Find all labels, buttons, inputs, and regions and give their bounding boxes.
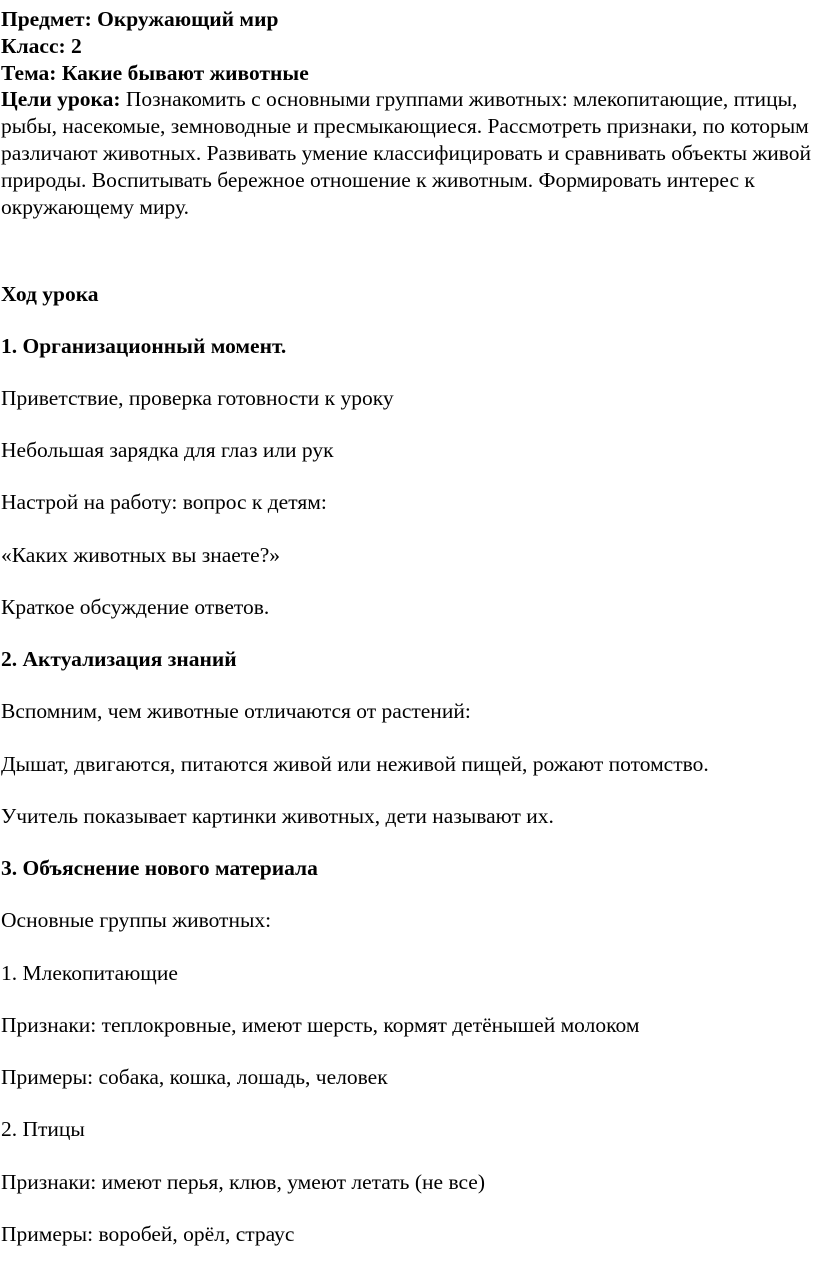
section-1-line: Настрой на работу: вопрос к детям: — [1, 490, 327, 514]
goals-label: Цели урока: — [1, 87, 121, 112]
section-1-line: Небольшая зарядка для глаз или рук — [1, 438, 334, 462]
section-1-line: Приветствие, проверка готовности к уроку — [1, 386, 394, 410]
section-3-line: 2. Птицы — [1, 1117, 85, 1141]
section-3-line: Примеры: воробей, орёл, страус — [1, 1222, 295, 1246]
section-3-line: Основные группы животных: — [1, 908, 272, 932]
section-3-line: Примеры: собака, кошка, лошадь, человек — [1, 1065, 388, 1089]
section-3-line: Признаки: теплокровные, имеют шерсть, кормят детёнышей молоком — [1, 1013, 640, 1037]
section-1-line: «Каких животных вы знаете?» — [1, 543, 281, 567]
section-1-line: Краткое обсуждение ответов. — [1, 595, 270, 619]
topic-line: Тема: Какие бывают животные — [1, 60, 309, 85]
goals-paragraph — [1, 86, 813, 220]
grade-line: Класс: 2 — [1, 33, 82, 58]
section-2-heading: 2. Актуализация знаний — [1, 647, 237, 671]
course-heading: Ход урока — [1, 282, 99, 306]
section-1-heading: 1. Организационный момент. — [1, 334, 287, 358]
section-2-line: Дышат, двигаются, питаются живой или неживой пищей, рожают потомство. — [1, 752, 709, 776]
section-2-line: Учитель показывает картинки животных, дети называют их. — [1, 804, 554, 828]
goals-text: Познакомить с основными группами животных: млекопитающие, птицы, рыбы, насекомые, земноводные и пресмыкающиеся. Рассмотреть признаки, по которым различают животных. Развивать умение классифицировать и сравнивать объекты живой природы. Воспитывать бережное отношение к животным. Формировать интерес к окружающему миру. — [1, 87, 812, 219]
section-3-line: 1. Млекопитающие — [1, 961, 178, 985]
subject-line: Предмет: Окружающий мир — [1, 7, 279, 31]
section-3-line: Признаки: имеют перья, клюв, умеют летать (не все) — [1, 1170, 485, 1194]
section-2-line: Вспомним, чем животные отличаются от растений: — [1, 699, 471, 723]
section-3-heading: 3. Объяснение нового материала — [1, 856, 318, 880]
